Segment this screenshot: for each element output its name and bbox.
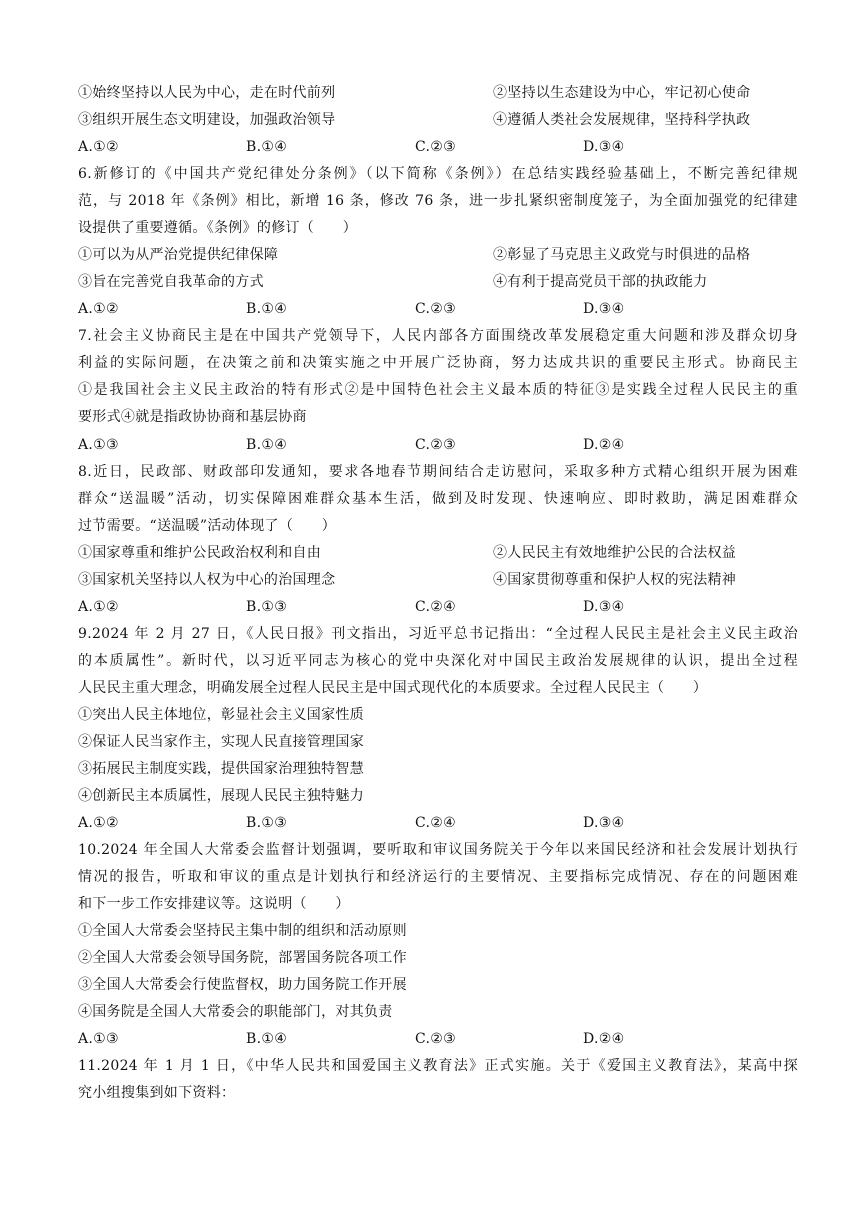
q5-option-2: ②坚持以生态建设为中心，牢记初心使命 [493,85,751,101]
q5-option-4: ④遵循人类社会发展规律，坚持科学执政 [493,112,751,128]
q8-option-row-2 [78,571,798,589]
q8-option-4: ④国家贯彻尊重和保护人权的宪法精神 [493,572,737,588]
choice-d: D.③④ [583,301,625,317]
q6-option-2: ②彰显了马克思主义政党与时俱进的品格 [493,247,751,263]
choice-b: B.①④ [246,1031,288,1047]
q10-stem-line-2: 情况的报告，听取和审议的重点是计划执行和经济运行的主要情况、主要指标完成情况、存在的问题困难 [78,869,798,885]
q10-option-3: ③全国人大常委会行使监督权，助力国务院工作开展 [78,977,407,993]
q6-option-4: ④有利于提高党员干部的执政能力 [493,274,708,290]
q5-option-1: ①始终坚持以人民为中心，走在时代前列 [78,85,336,101]
choice-a: A.①② [78,815,119,831]
choice-a: A.①③ [78,437,119,453]
choice-c: C.②④ [415,599,456,615]
q10-option-2: ②全国人大常委会领导国务院，部署国务院各项工作 [78,950,407,966]
q6-option-3: ③旨在完善党自我革命的方式 [78,274,264,290]
choice-b: B.①④ [246,437,288,453]
choice-c: C.②③ [415,1031,456,1047]
q8-stem-line-3: 过节需要。“送温暖”活动体现了（ ） [78,518,337,534]
choice-b: B.①④ [246,139,288,155]
choice-d: D.③④ [583,599,625,615]
q6-option-row-1 [78,246,798,264]
choice-a: A.①③ [78,1031,119,1047]
q7-stem-line-1: 7.社会主义协商民主是在中国共产党领导下，人民内部各方面围绕改革发展稳定重大问题和涉及群众切身 [78,328,798,344]
q6-option-row-2 [78,273,798,291]
q10-option-1: ①全国人大常委会坚持民主集中制的组织和活动原则 [78,923,407,939]
q11-stem-line-1: 11.2024 年 1 月 1 日，《中华人民共和国爱国主义教育法》正式实施。关于《爱国主义教育法》，某高中探 [78,1058,798,1074]
q5-option-row-2 [78,111,798,129]
q8-option-2: ②人民民主有效地维护公民的合法权益 [493,545,737,561]
choice-c: C.②③ [415,437,456,453]
q10-stem-line-1: 10.2024 年全国人大常委会监督计划强调，要听取和审议国务院关于今年以来国民经济和社会发展计划执行 [78,842,798,858]
q5-option-row-1 [78,84,798,102]
q6-stem-line-1: 6.新修订的《中国共产党纪律处分条例》（以下简称《条例》）在总结实践经验基础上，不断完善纪律规 [78,166,798,182]
q8-option-1: ①国家尊重和维护公民政治权利和自由 [78,545,322,561]
choice-c: C.②③ [415,301,456,317]
q10-option-4: ④国务院是全国人大常委会的职能部门，对其负责 [78,1004,393,1020]
choice-d: D.③④ [583,815,625,831]
q6-stem-line-3: 设提供了重要遵循。《条例》的修订（ ） [78,220,357,236]
q7-stem-line-2: 利益的实际问题，在决策之前和决策实施之中开展广泛协商，努力达成共识的重要民主形式。协商民主 [78,355,798,371]
q8-option-3: ③国家机关坚持以人权为中心的治国理念 [78,572,336,588]
choice-d: D.②④ [583,1031,625,1047]
q9-stem-line-1: 9.2024 年 2 月 27 日，《人民日报》刊文指出，习近平总书记指出：“全过程人民民主是社会主义民主政治 [78,626,798,642]
choice-a: A.①② [78,599,119,615]
q8-option-row-1 [78,544,798,562]
choice-d: D.②④ [583,437,625,453]
q6-stem-line-2: 范，与 2018 年《条例》相比，新增 16 条，修改 76 条，进一步扎紧织密制度笼子，为全面加强党的纪律建 [78,193,798,209]
choice-d: D.③④ [583,139,625,155]
q9-option-2: ②保证人民当家作主，实现人民直接管理国家 [78,734,364,750]
q8-stem-line-2: 群众“送温暖”活动，切实保障困难群众基本生活，做到及时发现、快速响应、即时救助，满足困难群众 [78,491,798,507]
q9-stem-line-2: 的本质属性”。新时代，以习近平同志为核心的党中央深化对中国民主政治发展规律的认识，提出全过程 [78,653,798,669]
q10-stem-line-3: 和下一步工作安排建议等。这说明（ ） [78,896,350,912]
choice-b: B.①④ [246,301,288,317]
choice-c: C.②④ [415,815,456,831]
q8-stem-line-1: 8.近日，民政部、财政部印发通知，要求各地春节期间结合走访慰问，采取多种方式精心组织开展为困难 [78,464,798,480]
q11-stem-line-2: 究小组搜集到如下资料： [78,1085,236,1101]
choice-a: A.①② [78,301,119,317]
choice-a: A.①② [78,139,119,155]
q9-option-4: ④创新民主本质属性，展现人民民主独特魅力 [78,788,364,804]
q7-stem-line-4: 要形式④就是指政协协商和基层协商 [78,409,307,425]
q5-option-3: ③组织开展生态文明建设，加强政治领导 [78,112,336,128]
choice-b: B.①③ [246,599,288,615]
choice-b: B.①③ [246,815,288,831]
q9-option-1: ①突出人民主体地位，彰显社会主义国家性质 [78,707,364,723]
q6-option-1: ①可以为从严治党提供纪律保障 [78,247,279,263]
q9-option-3: ③拓展民主制度实践，提供国家治理独特智慧 [78,761,364,777]
q9-stem-line-3: 人民民主重大理念，明确发展全过程人民民主是中国式现代化的本质要求。全过程人民民主（ ） [78,680,708,696]
choice-c: C.②③ [415,139,456,155]
q7-stem-line-3: ①是我国社会主义民主政治的特有形式②是中国特色社会主义最本质的特征③是实践全过程人民民主的重 [78,382,798,398]
